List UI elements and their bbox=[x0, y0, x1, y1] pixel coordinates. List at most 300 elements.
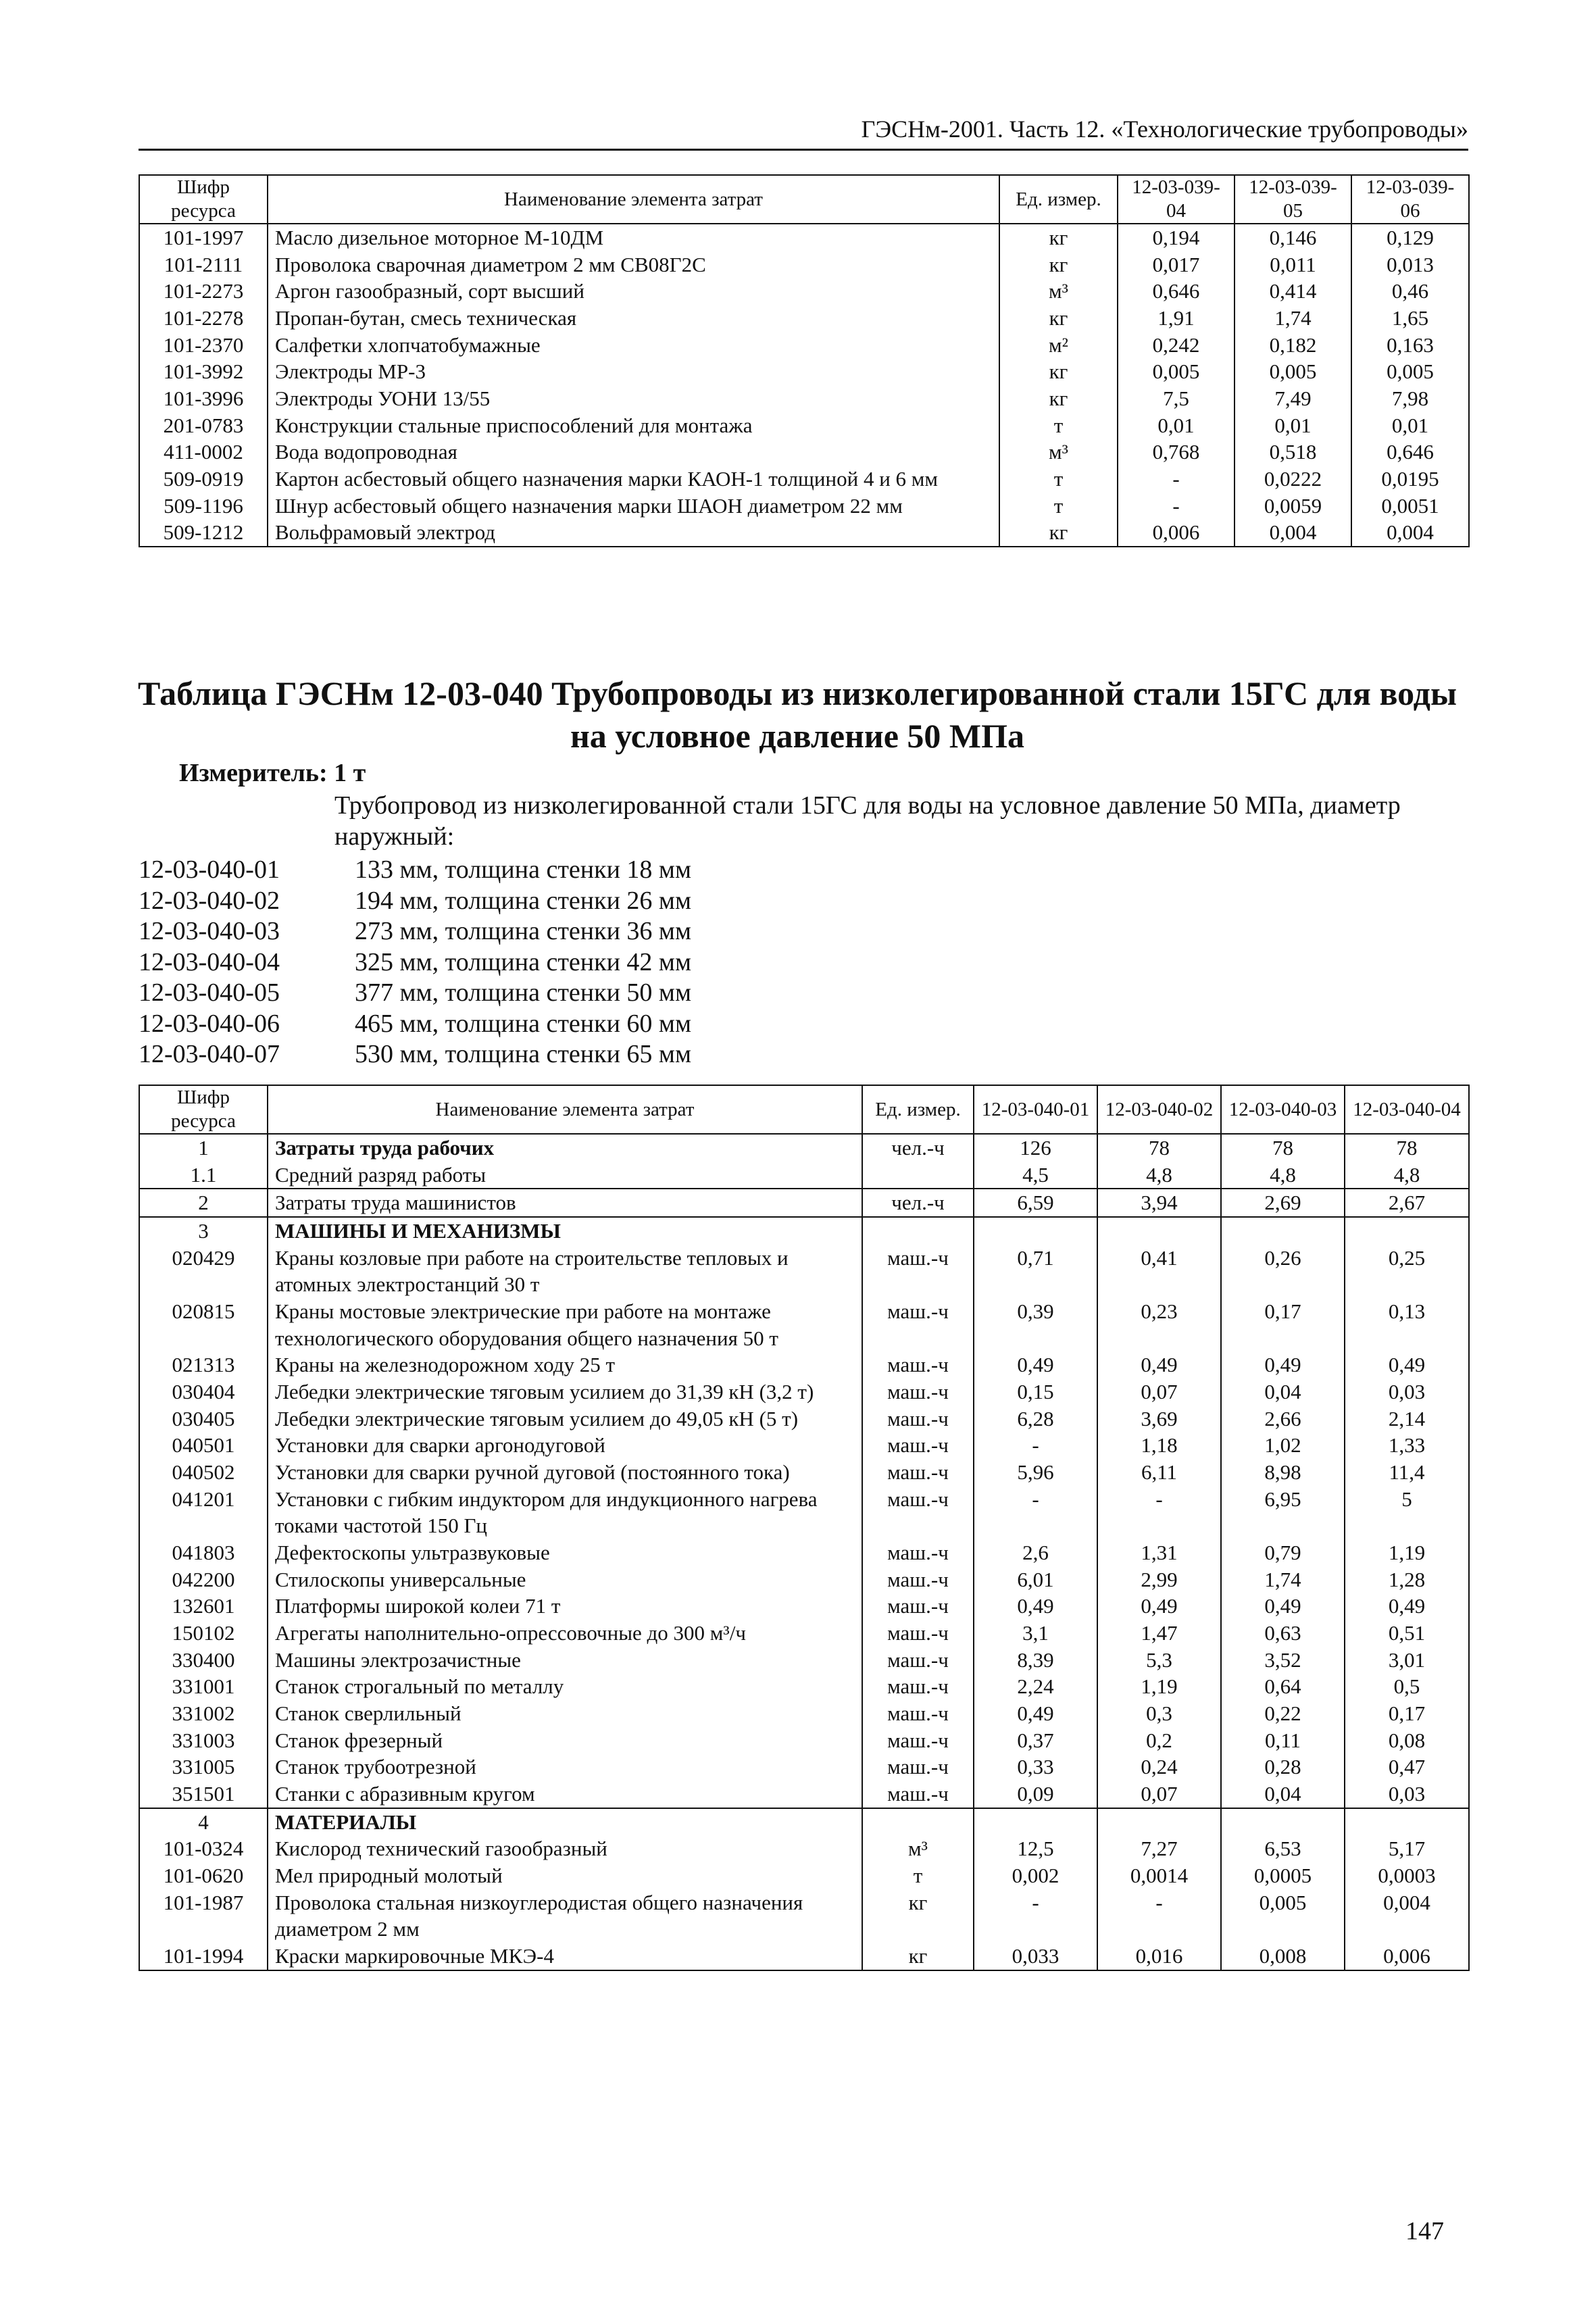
norm-value: 78 bbox=[1345, 1134, 1469, 1162]
norm-value: 0,006 bbox=[1118, 519, 1235, 547]
norm-value: 1,33 bbox=[1345, 1432, 1469, 1459]
unit bbox=[862, 1217, 974, 1245]
norm-value: 7,98 bbox=[1351, 385, 1469, 412]
norm-value: 11,4 bbox=[1345, 1459, 1469, 1486]
norm-value: 1,28 bbox=[1345, 1566, 1469, 1593]
norm-value: 0,146 bbox=[1235, 224, 1351, 251]
resource-code: 2 bbox=[139, 1189, 268, 1217]
norm-value: 6,95 bbox=[1221, 1486, 1345, 1539]
table-row bbox=[139, 1943, 1469, 1970]
measure-unit: Измеритель: 1 т bbox=[179, 759, 366, 787]
norm-value: 0,49 bbox=[1097, 1593, 1221, 1620]
cost-item-name: Краны на железнодорожном ходу 25 т bbox=[268, 1351, 862, 1378]
norm-value: 0,414 bbox=[1235, 278, 1351, 305]
cost-item-name: Агрегаты наполнительно-опрессовочные до 300 м³/ч bbox=[268, 1620, 862, 1647]
norm-value: - bbox=[1097, 1889, 1221, 1943]
unit: кг bbox=[999, 358, 1118, 385]
norm-value: 5 bbox=[1345, 1486, 1469, 1539]
norm-value: 1,31 bbox=[1097, 1539, 1221, 1566]
unit: маш.-ч bbox=[862, 1673, 974, 1700]
variant-item bbox=[139, 947, 691, 978]
resource-code: 020815 bbox=[139, 1298, 268, 1351]
resource-code: 3 bbox=[139, 1217, 268, 1245]
norm-value: 0,008 bbox=[1221, 1943, 1345, 1970]
norm-value: 0,0059 bbox=[1235, 493, 1351, 520]
norm-value: 0,01 bbox=[1351, 412, 1469, 439]
norm-value: 8,98 bbox=[1221, 1459, 1345, 1486]
variant-code: 12-03-040-02 bbox=[139, 886, 280, 915]
unit bbox=[862, 1162, 974, 1189]
col-header-variant: 12-03-040-01 bbox=[974, 1085, 1097, 1134]
norm-value: 0,013 bbox=[1351, 251, 1469, 278]
norm-value: 0,242 bbox=[1118, 332, 1235, 359]
table-row bbox=[139, 1862, 1469, 1889]
unit: м³ bbox=[862, 1835, 974, 1862]
norm-value: 0,017 bbox=[1118, 251, 1235, 278]
variant-code: 12-03-040-06 bbox=[139, 1009, 280, 1038]
resource-code: 331001 bbox=[139, 1673, 268, 1700]
norm-value: 0,518 bbox=[1235, 439, 1351, 466]
norm-value: 0,0222 bbox=[1235, 466, 1351, 493]
norm-value: 0,0005 bbox=[1221, 1862, 1345, 1889]
col-header-code: Шифр ресурса bbox=[139, 1085, 268, 1134]
cost-item-name: Кислород технический газообразный bbox=[268, 1835, 862, 1862]
norm-value: - bbox=[974, 1486, 1097, 1539]
variant-text: 377 мм, толщина стенки 50 мм bbox=[355, 978, 692, 1007]
table-row bbox=[139, 1134, 1469, 1162]
norm-value: 0,182 bbox=[1235, 332, 1351, 359]
norm-value: 0,005 bbox=[1351, 358, 1469, 385]
norm-value: 0,49 bbox=[974, 1700, 1097, 1727]
norm-value: 0,17 bbox=[1345, 1700, 1469, 1727]
norm-value: 0,5 bbox=[1345, 1673, 1469, 1700]
norm-value: 1,91 bbox=[1118, 305, 1235, 332]
table-row bbox=[139, 466, 1469, 493]
variant-item bbox=[139, 1009, 691, 1040]
norm-value: 0,49 bbox=[1221, 1351, 1345, 1378]
unit: т bbox=[999, 466, 1118, 493]
table-row bbox=[139, 1162, 1469, 1189]
norm-value: 3,69 bbox=[1097, 1405, 1221, 1433]
cost-item-name: Затраты труда машинистов bbox=[268, 1189, 862, 1217]
norm-value: 6,11 bbox=[1097, 1459, 1221, 1486]
cost-item-name: Лебедки электрические тяговым усилием до 31,39 кН (3,2 т) bbox=[268, 1378, 862, 1405]
norm-value: 0,09 bbox=[974, 1781, 1097, 1808]
unit: маш.-ч bbox=[862, 1432, 974, 1459]
norm-value: 1,19 bbox=[1345, 1539, 1469, 1566]
norm-value: 0,006 bbox=[1345, 1943, 1469, 1970]
col-header-name: Наименование элемента затрат bbox=[268, 175, 999, 224]
norm-value: 2,24 bbox=[974, 1673, 1097, 1700]
page-number: 147 bbox=[1405, 2217, 1444, 2245]
resource-code: 101-1994 bbox=[139, 1943, 268, 1970]
norm-value: 126 bbox=[974, 1134, 1097, 1162]
resource-code: 509-1196 bbox=[139, 493, 268, 520]
norm-value: 3,1 bbox=[974, 1620, 1097, 1647]
resource-code: 021313 bbox=[139, 1351, 268, 1378]
norm-value bbox=[1221, 1217, 1345, 1245]
table-title bbox=[101, 672, 1493, 757]
table-row bbox=[139, 224, 1469, 251]
unit: кг bbox=[862, 1943, 974, 1970]
norm-value: - bbox=[974, 1432, 1097, 1459]
norm-value: 0,23 bbox=[1097, 1298, 1221, 1351]
resource-code: 101-2111 bbox=[139, 251, 268, 278]
norm-value: 0,22 bbox=[1221, 1700, 1345, 1727]
norm-value: 0,004 bbox=[1345, 1889, 1469, 1943]
table-row bbox=[139, 412, 1469, 439]
resource-code: 040502 bbox=[139, 1459, 268, 1486]
resource-code: 101-2278 bbox=[139, 305, 268, 332]
norm-value: 12,5 bbox=[974, 1835, 1097, 1862]
norm-value: 1,74 bbox=[1235, 305, 1351, 332]
cost-item-name: Картон асбестовый общего назначения марки КАОН-1 толщиной 4 и 6 мм bbox=[268, 466, 999, 493]
norm-value: 5,3 bbox=[1097, 1647, 1221, 1674]
resource-code: 030404 bbox=[139, 1378, 268, 1405]
norm-value: 8,39 bbox=[974, 1647, 1097, 1674]
table-row bbox=[139, 1217, 1469, 1245]
cost-item-name: Платформы широкой колеи 71 т bbox=[268, 1593, 862, 1620]
variant-item bbox=[139, 978, 691, 1009]
norm-value: 0,07 bbox=[1097, 1378, 1221, 1405]
norm-value: 0,03 bbox=[1345, 1781, 1469, 1808]
variant-item bbox=[139, 855, 691, 886]
norm-value bbox=[974, 1217, 1097, 1245]
norm-value: 0,002 bbox=[974, 1862, 1097, 1889]
col-header-code: Шифр ресурса bbox=[139, 175, 268, 224]
table-row bbox=[139, 1432, 1469, 1459]
unit: маш.-ч bbox=[862, 1539, 974, 1566]
cost-item-name: МАТЕРИАЛЫ bbox=[268, 1808, 862, 1836]
norm-value: 0,49 bbox=[1345, 1351, 1469, 1378]
cost-item-name: Салфетки хлопчатобумажные bbox=[268, 332, 999, 359]
unit: м² bbox=[999, 332, 1118, 359]
norm-value: 2,66 bbox=[1221, 1405, 1345, 1433]
norm-value: 1,02 bbox=[1221, 1432, 1345, 1459]
norm-value: 0,41 bbox=[1097, 1245, 1221, 1298]
table-row bbox=[139, 1727, 1469, 1754]
resource-code: 411-0002 bbox=[139, 439, 268, 466]
work-description: Трубопровод из низколегированной стали 15ГС для воды на условное давление 50 МПа, диаметр наружный: bbox=[334, 791, 1401, 851]
col-header-variant: 12-03-040-03 bbox=[1221, 1085, 1345, 1134]
resource-code: 101-3992 bbox=[139, 358, 268, 385]
cost-item-name: Лебедки электрические тяговым усилием до 49,05 кН (5 т) bbox=[268, 1405, 862, 1433]
norm-value bbox=[1097, 1217, 1221, 1245]
norm-value: 0,0003 bbox=[1345, 1862, 1469, 1889]
resource-code: 040501 bbox=[139, 1432, 268, 1459]
norm-value: - bbox=[974, 1889, 1097, 1943]
cost-item-name: Аргон газообразный, сорт высший bbox=[268, 278, 999, 305]
table-row bbox=[139, 439, 1469, 466]
col-header-variant: 12-03-039-04 bbox=[1118, 175, 1235, 224]
norm-value: 0,04 bbox=[1221, 1781, 1345, 1808]
norm-value: 0,49 bbox=[1221, 1593, 1345, 1620]
resource-code: 030405 bbox=[139, 1405, 268, 1433]
norm-value: 0,163 bbox=[1351, 332, 1469, 359]
resource-code: 201-0783 bbox=[139, 412, 268, 439]
norm-value: 0,79 bbox=[1221, 1539, 1345, 1566]
norm-value: 0,33 bbox=[974, 1753, 1097, 1781]
norm-value: 7,49 bbox=[1235, 385, 1351, 412]
table-title-line: на условное давление 50 МПа bbox=[570, 716, 1025, 755]
cost-item-name: Проволока стальная низкоуглеродистая общего назначения диаметром 2 мм bbox=[268, 1889, 862, 1943]
cost-item-name: Краски маркировочные МКЭ-4 bbox=[268, 1943, 862, 1970]
norm-value: 0,004 bbox=[1351, 519, 1469, 547]
table-row bbox=[139, 1593, 1469, 1620]
unit: кг bbox=[999, 519, 1118, 547]
table-row bbox=[139, 1808, 1469, 1836]
norm-value: 4,8 bbox=[1345, 1162, 1469, 1189]
unit: маш.-ч bbox=[862, 1566, 974, 1593]
norm-value: 1,19 bbox=[1097, 1673, 1221, 1700]
unit: маш.-ч bbox=[862, 1727, 974, 1754]
col-header-name: Наименование элемента затрат bbox=[268, 1085, 862, 1134]
cost-item-name: Электроды УОНИ 13/55 bbox=[268, 385, 999, 412]
norm-value: 0,15 bbox=[974, 1378, 1097, 1405]
resource-code: 101-3996 bbox=[139, 385, 268, 412]
cost-item-name: Станок строгальный по металлу bbox=[268, 1673, 862, 1700]
norm-value: 1,65 bbox=[1351, 305, 1469, 332]
resource-code: 351501 bbox=[139, 1781, 268, 1808]
unit: чел.-ч bbox=[862, 1189, 974, 1217]
variant-code: 12-03-040-01 bbox=[139, 855, 280, 884]
table-row bbox=[139, 1620, 1469, 1647]
norm-value: 0,04 bbox=[1221, 1378, 1345, 1405]
norm-value: 78 bbox=[1097, 1134, 1221, 1162]
cost-item-name: Затраты труда рабочих bbox=[268, 1134, 862, 1162]
table-row bbox=[139, 1753, 1469, 1781]
variant-text: 194 мм, толщина стенки 26 мм bbox=[355, 886, 692, 915]
cost-item-name: Средний разряд работы bbox=[268, 1162, 862, 1189]
norm-value: 0,64 bbox=[1221, 1673, 1345, 1700]
norm-value: 5,96 bbox=[974, 1459, 1097, 1486]
cost-item-name: Шнур асбестовый общего назначения марки ШАОН диаметром 22 мм bbox=[268, 493, 999, 520]
col-header-variant: 12-03-040-02 bbox=[1097, 1085, 1221, 1134]
norm-value: 0,646 bbox=[1351, 439, 1469, 466]
table-row bbox=[139, 1889, 1469, 1943]
norm-value: 0,03 bbox=[1345, 1378, 1469, 1405]
norm-value: 0,0195 bbox=[1351, 466, 1469, 493]
cost-item-name: Краны козловые при работе на строительстве тепловых и атомных электростанций 30 т bbox=[268, 1245, 862, 1298]
cost-item-name: Электроды МР-3 bbox=[268, 358, 999, 385]
cost-item-name: МАШИНЫ И МЕХАНИЗМЫ bbox=[268, 1217, 862, 1245]
cost-item-name: Машины электрозачистные bbox=[268, 1647, 862, 1674]
resource-code: 041803 bbox=[139, 1539, 268, 1566]
norm-value: 0,033 bbox=[974, 1943, 1097, 1970]
cost-item-name: Станок сверлильный bbox=[268, 1700, 862, 1727]
norm-value: 0,005 bbox=[1118, 358, 1235, 385]
norm-value: 2,14 bbox=[1345, 1405, 1469, 1433]
cost-item-name: Краны мостовые электрические при работе на монтаже технологического оборудования общего назначения 50 т bbox=[268, 1298, 862, 1351]
resource-code: 020429 bbox=[139, 1245, 268, 1298]
resource-code: 101-0620 bbox=[139, 1862, 268, 1889]
norm-value: 0,011 bbox=[1235, 251, 1351, 278]
norm-value: 6,01 bbox=[974, 1566, 1097, 1593]
unit: маш.-ч bbox=[862, 1781, 974, 1808]
norm-value bbox=[1221, 1808, 1345, 1836]
unit: кг bbox=[999, 224, 1118, 251]
norm-value: 0,004 bbox=[1235, 519, 1351, 547]
table-row bbox=[139, 332, 1469, 359]
cost-item-name: Масло дизельное моторное М-10ДМ bbox=[268, 224, 999, 251]
cost-item-name: Станок трубоотрезной bbox=[268, 1753, 862, 1781]
unit: маш.-ч bbox=[862, 1593, 974, 1620]
unit: кг bbox=[999, 385, 1118, 412]
norm-value: 0,005 bbox=[1235, 358, 1351, 385]
norm-value: 0,26 bbox=[1221, 1245, 1345, 1298]
norm-value: 0,25 bbox=[1345, 1245, 1469, 1298]
cost-item-name: Установки с гибким индуктором для индукционного нагрева токами частотой 150 Гц bbox=[268, 1486, 862, 1539]
unit: кг bbox=[999, 305, 1118, 332]
unit: маш.-ч bbox=[862, 1647, 974, 1674]
norm-value: 0,71 bbox=[974, 1245, 1097, 1298]
unit: м³ bbox=[999, 439, 1118, 466]
resource-code: 331002 bbox=[139, 1700, 268, 1727]
norm-value: 3,52 bbox=[1221, 1647, 1345, 1674]
norm-value: 0,49 bbox=[974, 1593, 1097, 1620]
resource-table-039 bbox=[139, 174, 1470, 547]
unit: т bbox=[999, 412, 1118, 439]
unit: маш.-ч bbox=[862, 1620, 974, 1647]
cost-item-name: Дефектоскопы ультразвуковые bbox=[268, 1539, 862, 1566]
variant-text: 273 мм, толщина стенки 36 мм bbox=[355, 917, 692, 945]
resource-code: 330400 bbox=[139, 1647, 268, 1674]
col-header-variant: 12-03-039-06 bbox=[1351, 175, 1469, 224]
cost-item-name: Вольфрамовый электрод bbox=[268, 519, 999, 547]
table-row bbox=[139, 493, 1469, 520]
table-row bbox=[139, 358, 1469, 385]
unit: чел.-ч bbox=[862, 1134, 974, 1162]
table-title-line: Таблица ГЭСНм 12-03-040 Трубопроводы из низколегированной стали 15ГС для воды bbox=[137, 674, 1457, 712]
variant-code: 12-03-040-05 bbox=[139, 978, 280, 1007]
norm-value: 4,8 bbox=[1097, 1162, 1221, 1189]
table-row bbox=[139, 1835, 1469, 1862]
unit: кг bbox=[999, 251, 1118, 278]
norm-value: 0,07 bbox=[1097, 1781, 1221, 1808]
unit: кг bbox=[862, 1889, 974, 1943]
cost-item-name: Проволока сварочная диаметром 2 мм СВ08Г2С bbox=[268, 251, 999, 278]
table-row bbox=[139, 1351, 1469, 1378]
norm-value bbox=[1345, 1808, 1469, 1836]
variant-text: 133 мм, толщина стенки 18 мм bbox=[355, 855, 692, 884]
norm-value: - bbox=[1097, 1486, 1221, 1539]
norm-value: 0,17 bbox=[1221, 1298, 1345, 1351]
resource-code: 101-2370 bbox=[139, 332, 268, 359]
norm-value: 0,08 bbox=[1345, 1727, 1469, 1754]
table-row bbox=[139, 305, 1469, 332]
table-row bbox=[139, 1486, 1469, 1539]
col-header-unit: Ед. измер. bbox=[862, 1085, 974, 1134]
unit: маш.-ч bbox=[862, 1378, 974, 1405]
resource-code: 132601 bbox=[139, 1593, 268, 1620]
norm-value: 0,005 bbox=[1221, 1889, 1345, 1943]
variant-item bbox=[139, 916, 691, 947]
norm-value: 0,49 bbox=[974, 1351, 1097, 1378]
variant-code: 12-03-040-03 bbox=[139, 917, 280, 945]
resource-code: 331005 bbox=[139, 1753, 268, 1781]
variant-item bbox=[139, 1039, 691, 1070]
norm-value: 0,194 bbox=[1118, 224, 1235, 251]
resource-code: 101-2273 bbox=[139, 278, 268, 305]
variant-text: 530 мм, толщина стенки 65 мм bbox=[355, 1040, 692, 1068]
norm-value: 3,94 bbox=[1097, 1189, 1221, 1217]
resource-code: 150102 bbox=[139, 1620, 268, 1647]
resource-code: 041201 bbox=[139, 1486, 268, 1539]
variant-text: 465 мм, толщина стенки 60 мм bbox=[355, 1009, 692, 1038]
resource-code: 1 bbox=[139, 1134, 268, 1162]
resource-code: 101-0324 bbox=[139, 1835, 268, 1862]
norm-value: 0,49 bbox=[1097, 1351, 1221, 1378]
unit: маш.-ч bbox=[862, 1459, 974, 1486]
norm-value: 1,74 bbox=[1221, 1566, 1345, 1593]
norm-value: 0,39 bbox=[974, 1298, 1097, 1351]
resource-code: 101-1997 bbox=[139, 224, 268, 251]
norm-value: 0,28 bbox=[1221, 1753, 1345, 1781]
col-header-unit: Ед. измер. bbox=[999, 175, 1118, 224]
cost-item-name: Пропан-бутан, смесь техническая bbox=[268, 305, 999, 332]
table-row bbox=[139, 1539, 1469, 1566]
norm-value: - bbox=[1118, 466, 1235, 493]
col-header-variant: 12-03-040-04 bbox=[1345, 1085, 1469, 1134]
norm-value: 4,8 bbox=[1221, 1162, 1345, 1189]
table-row bbox=[139, 1647, 1469, 1674]
norm-value: 0,01 bbox=[1235, 412, 1351, 439]
norm-value: 0,13 bbox=[1345, 1298, 1469, 1351]
table-row bbox=[139, 1189, 1469, 1217]
unit: маш.-ч bbox=[862, 1245, 974, 1298]
table-row bbox=[139, 385, 1469, 412]
unit bbox=[862, 1808, 974, 1836]
cost-item-name: Станки с абразивным кругом bbox=[268, 1781, 862, 1808]
col-header-variant: 12-03-039-05 bbox=[1235, 175, 1351, 224]
resource-code: 4 bbox=[139, 1808, 268, 1836]
norm-value: 0,646 bbox=[1118, 278, 1235, 305]
resource-code: 509-1212 bbox=[139, 519, 268, 547]
norm-value: - bbox=[1118, 493, 1235, 520]
cost-item-name: Мел природный молотый bbox=[268, 1862, 862, 1889]
cost-item-name: Установки для сварки ручной дуговой (постоянного тока) bbox=[268, 1459, 862, 1486]
table-row bbox=[139, 1781, 1469, 1808]
resource-table-040 bbox=[139, 1085, 1470, 1971]
norm-value: 0,0014 bbox=[1097, 1862, 1221, 1889]
norm-value bbox=[974, 1808, 1097, 1836]
norm-value: 78 bbox=[1221, 1134, 1345, 1162]
unit: маш.-ч bbox=[862, 1405, 974, 1433]
norm-value: 7,5 bbox=[1118, 385, 1235, 412]
table-row bbox=[139, 1566, 1469, 1593]
table-row bbox=[139, 1405, 1469, 1433]
norm-value: 0,3 bbox=[1097, 1700, 1221, 1727]
norm-value: 0,47 bbox=[1345, 1753, 1469, 1781]
norm-value bbox=[1097, 1808, 1221, 1836]
unit: т bbox=[999, 493, 1118, 520]
norm-value: 0,768 bbox=[1118, 439, 1235, 466]
cost-item-name: Станок фрезерный bbox=[268, 1727, 862, 1754]
norm-value: 0,49 bbox=[1345, 1593, 1469, 1620]
table-row bbox=[139, 1245, 1469, 1298]
norm-value: 0,11 bbox=[1221, 1727, 1345, 1754]
norm-value: 0,0051 bbox=[1351, 493, 1469, 520]
cost-item-name: Вода водопроводная bbox=[268, 439, 999, 466]
variant-code: 12-03-040-07 bbox=[139, 1040, 280, 1068]
norm-value: 1,18 bbox=[1097, 1432, 1221, 1459]
norm-value: 0,63 bbox=[1221, 1620, 1345, 1647]
resource-code: 042200 bbox=[139, 1566, 268, 1593]
table-row bbox=[139, 1298, 1469, 1351]
variant-item bbox=[139, 886, 691, 917]
norm-value: 2,67 bbox=[1345, 1189, 1469, 1217]
unit: маш.-ч bbox=[862, 1486, 974, 1539]
